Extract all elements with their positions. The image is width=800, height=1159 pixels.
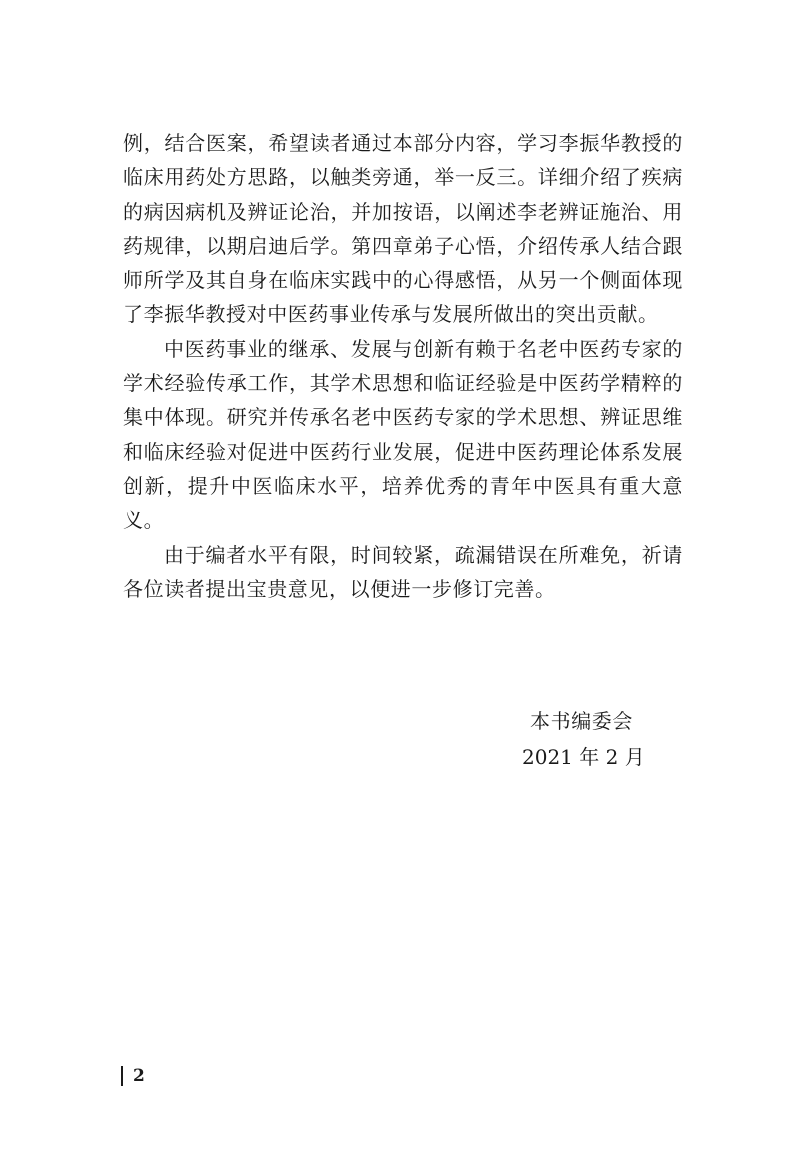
page-body [123, 126, 683, 606]
preface-date: 2021 年 2 月 [522, 745, 645, 769]
paragraph-3: 由于编者水平有限，时间较紧，疏漏错误在所难免，祈请各位读者提出宝贵意见，以便进一步修订完善。 [123, 542, 683, 601]
page-number: 2 [133, 1066, 145, 1086]
editorial-board-signature: 本书编委会 [530, 709, 633, 733]
page-footer [121, 1065, 145, 1087]
footer-rule [121, 1066, 123, 1086]
paragraph-2: 中医药事业的继承、发展与创新有赖于名老中医药专家的学术经验传承工作，其学术思想和临证经验是中医药学精粹的集中体现。研究并传承名老中医药专家的学术思想、辨证思维和临床经验对促进中医药行业发展，促进中医药理论体系发展创新，提升中医临床水平，培养优秀的青年中医具有重大意义。 [123, 336, 683, 533]
paragraph-1: 例，结合医案，希望读者通过本部分内容，学习李振华教授的临床用药处方思路，以触类旁通，举一反三。详细介绍了疾病的病因病机及辨证论治，并加按语，以阐述李老辨证施治、用药规律，以期启迪后学。第四章弟子心悟，介绍传承人结合跟师所学及其自身在临床实践中的心得感悟，从另一个侧面体现了李振华教授对中医药事业传承与发展所做出的突出贡献。 [123, 131, 683, 327]
